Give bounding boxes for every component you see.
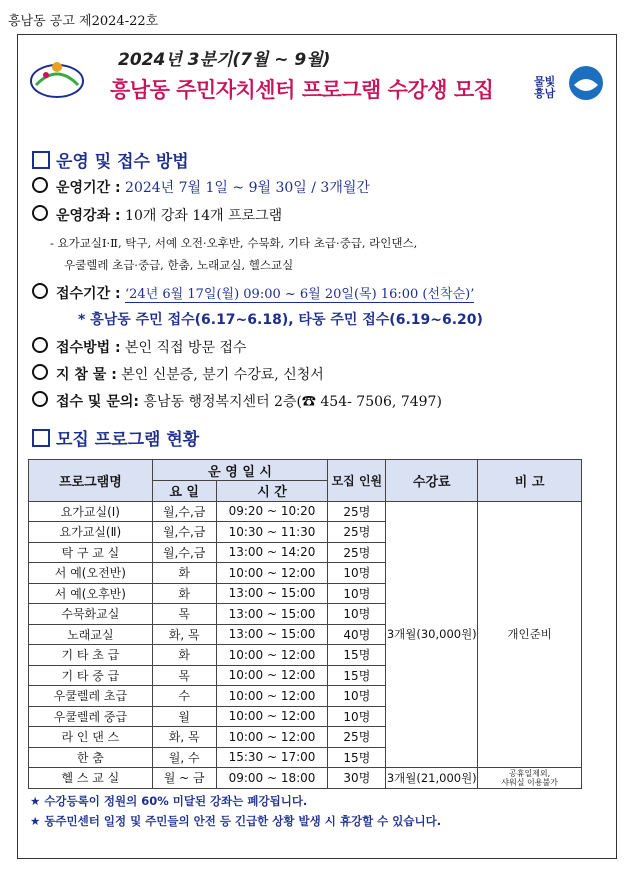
capacity-cell: 25명: [328, 522, 386, 543]
note-group-cell: 개인준비: [478, 501, 582, 768]
header-program: 프로그램명: [29, 460, 153, 502]
table-row: [29, 501, 582, 522]
note-line-2: 샤워실 이용불가: [501, 777, 558, 787]
method-value: 본인 직접 방문 접수: [125, 340, 247, 356]
day-cell: 목: [152, 604, 216, 625]
courses-row: 운영강좌 : 10개 강좌 14개 프로그램: [32, 205, 282, 225]
day-cell: 화: [152, 583, 216, 604]
day-cell: 월,수,금: [152, 501, 216, 522]
program-cell: 수묵화교실: [29, 604, 153, 625]
inquiry-row: 접수 및 문의: 흥남동 행정복지센터 2층(☎ 454- 7506, 7497): [32, 391, 442, 411]
fee-cell: 3개월(21,000원): [386, 768, 478, 789]
registration-value: ‘24년 6월 17일(월) 09:00 ~ 6월 20일(목) 16:00 (선착순)’: [125, 287, 475, 302]
capacity-cell: 25명: [328, 542, 386, 563]
day-cell: 월: [152, 706, 216, 727]
header-fee: 수강료: [386, 460, 478, 502]
circle-bullet-icon: [32, 391, 48, 407]
bring-row: 지 참 물 : 본인 신분증, 분기 수강료, 신청서: [32, 364, 324, 384]
time-cell: 10:00 ~ 12:00: [216, 563, 328, 584]
sub-title: 2024년 3분기(7월 ~ 9월): [118, 50, 331, 70]
capacity-cell: 15명: [328, 665, 386, 686]
bring-value: 본인 신분증, 분기 수강료, 신청서: [121, 367, 324, 383]
capacity-cell: 25명: [328, 727, 386, 748]
time-cell: 09:00 ~ 18:00: [216, 768, 328, 789]
program-table: [28, 459, 582, 789]
footer-note-2: ★ 동주민센터 일정 및 주민들의 안전 등 긴급한 상황 발생 시 휴강할 수 있습니다.: [30, 814, 442, 828]
day-cell: 수: [152, 686, 216, 707]
day-cell: 월, 수: [152, 747, 216, 768]
time-cell: 10:00 ~ 12:00: [216, 706, 328, 727]
capacity-cell: 10명: [328, 563, 386, 584]
time-cell: 10:00 ~ 12:00: [216, 686, 328, 707]
capacity-cell: 10명: [328, 686, 386, 707]
circle-bullet-icon: [32, 177, 48, 193]
circle-bullet-icon: [32, 364, 48, 380]
capacity-cell: 30명: [328, 768, 386, 789]
courses-value: 10개 강좌 14개 프로그램: [125, 208, 283, 224]
program-cell: 서 예(오후반): [29, 583, 153, 604]
day-cell: 월,수,금: [152, 522, 216, 543]
notice-number: 흥남동 공고 제2024-22호: [8, 14, 159, 29]
circle-bullet-icon: [32, 337, 48, 353]
method-row: 접수방법 : 본인 직접 방문 접수: [32, 337, 247, 357]
capacity-cell: 15명: [328, 747, 386, 768]
note-cell: [478, 768, 582, 789]
registration-row: 접수기간 : ‘24년 6월 17일(월) 09:00 ~ 6월 20일(목) 16:00 (선착순)’: [32, 283, 474, 303]
header-time: 시 간: [216, 481, 328, 502]
day-cell: 화: [152, 563, 216, 584]
program-cell: 우쿨렐레 초급: [29, 686, 153, 707]
period-row: 운영기간 : 2024년 7월 1일 ~ 9월 30일 / 3개월간: [32, 177, 370, 197]
section-programs-title: 모집 프로그램 현황: [32, 425, 199, 450]
circle-bullet-icon: [32, 205, 48, 221]
district-logo: [28, 55, 86, 103]
header-schedule: 운 영 일 시: [152, 460, 328, 481]
time-cell: 10:00 ~ 12:00: [216, 665, 328, 686]
time-cell: 13:00 ~ 14:20: [216, 542, 328, 563]
program-cell: 한 춤: [29, 747, 153, 768]
day-cell: 목: [152, 665, 216, 686]
time-cell: 10:00 ~ 12:00: [216, 645, 328, 666]
header-note: 비 고: [478, 460, 582, 502]
time-cell: 15:30 ~ 17:00: [216, 747, 328, 768]
capacity-cell: 10명: [328, 583, 386, 604]
period-value: 2024년 7월 1일 ~ 9월 30일 / 3개월간: [125, 180, 370, 196]
capacity-cell: 25명: [328, 501, 386, 522]
fee-group-cell: 3개월(30,000원): [386, 501, 478, 768]
day-cell: 월 ~ 금: [152, 768, 216, 789]
program-cell: 기 타 초 급: [29, 645, 153, 666]
note-line-1: 공휴일제외,: [509, 768, 551, 778]
program-cell: 기 타 중 급: [29, 665, 153, 686]
program-cell: 라 인 댄 스: [29, 727, 153, 748]
program-cell: 헬 스 교 실: [29, 768, 153, 789]
capacity-cell: 10명: [328, 706, 386, 727]
time-cell: 13:00 ~ 15:00: [216, 624, 328, 645]
circle-bullet-icon: [32, 283, 48, 299]
program-table-body: [29, 501, 582, 788]
program-cell: 탁 구 교 실: [29, 542, 153, 563]
svg-text:흥남: 흥남: [534, 87, 556, 100]
courses-detail-2: 우쿨렐레 초급·중급, 한춤, 노래교실, 헬스교실: [64, 258, 294, 272]
program-cell: 요가교실(Ⅱ): [29, 522, 153, 543]
program-cell: 노래교실: [29, 624, 153, 645]
main-title: 흥남동 주민자치센터 프로그램 수강생 모집: [110, 78, 494, 102]
program-cell: 우쿨렐레 중급: [29, 706, 153, 727]
day-cell: 화, 목: [152, 624, 216, 645]
inquiry-value: 흥남동 행정복지센터 2층(☎ 454- 7506, 7497): [143, 394, 442, 410]
time-cell: 13:00 ~ 15:00: [216, 583, 328, 604]
day-cell: 화: [152, 645, 216, 666]
time-cell: 10:30 ~ 11:30: [216, 522, 328, 543]
svg-text:물빛: 물빛: [534, 75, 556, 88]
time-cell: 09:20 ~ 10:20: [216, 501, 328, 522]
courses-detail-1: - 요가교실Ⅰ·Ⅱ, 탁구, 서예 오전·오후반, 수묵화, 기타 초급·중급, 라인댄스,: [50, 236, 418, 250]
checkbox-icon: [32, 429, 50, 447]
program-cell: 서 예(오전반): [29, 563, 153, 584]
capacity-cell: 10명: [328, 604, 386, 625]
table-row: [29, 768, 582, 789]
capacity-cell: 15명: [328, 645, 386, 666]
day-cell: 월,수,금: [152, 542, 216, 563]
program-cell: 요가교실(Ⅰ): [29, 501, 153, 522]
notice-frame: [17, 34, 617, 859]
registration-highlight: * 흥남동 주민 접수(6.17~6.18), 타동 주민 접수(6.19~6.20): [78, 312, 483, 328]
checkbox-icon: [32, 151, 50, 169]
day-cell: 화, 목: [152, 727, 216, 748]
capacity-cell: 40명: [328, 624, 386, 645]
time-cell: 10:00 ~ 12:00: [216, 727, 328, 748]
brand-logo: [534, 53, 604, 109]
header-capacity: 모집 인원: [328, 460, 386, 502]
section-operation-title: 운영 및 접수 방법: [32, 147, 189, 172]
footer-note-1: ★ 수강등록이 정원의 60% 미달된 강좌는 폐강됩니다.: [30, 794, 308, 808]
time-cell: 13:00 ~ 15:00: [216, 604, 328, 625]
header-day: 요 일: [152, 481, 216, 502]
